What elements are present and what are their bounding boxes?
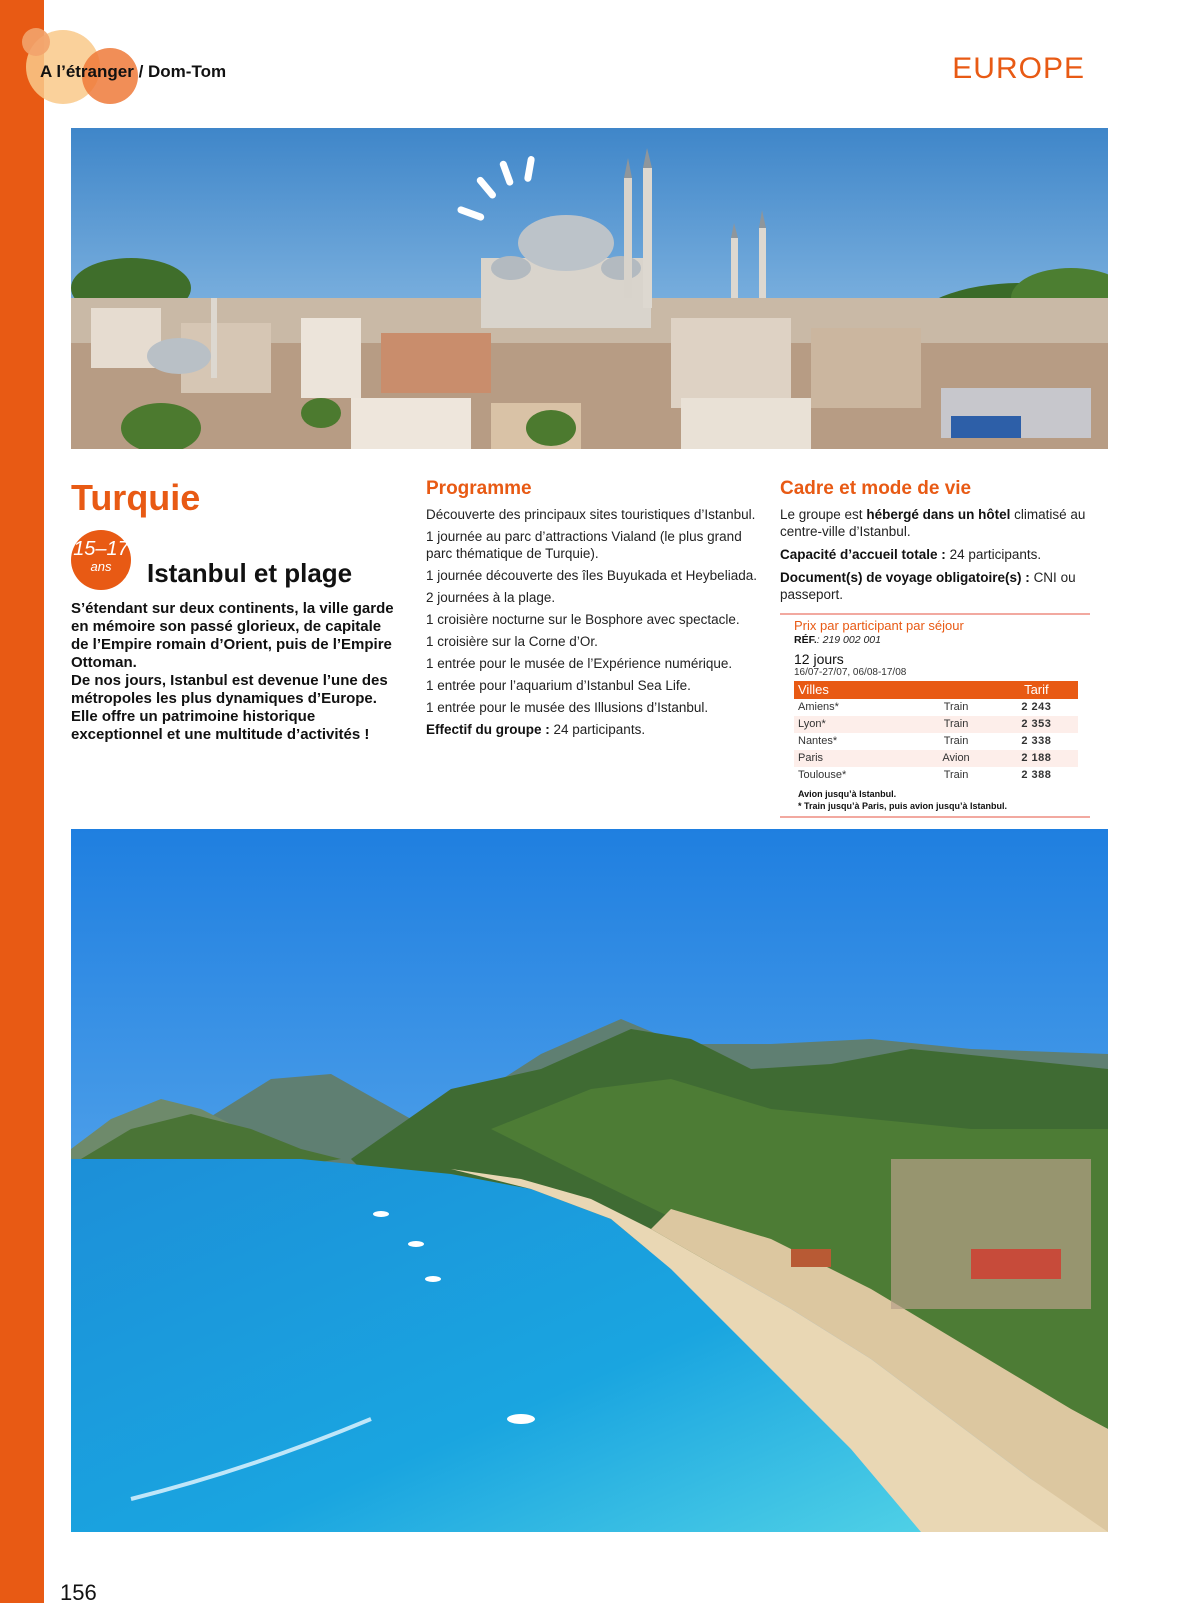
lodging-info [780, 506, 1110, 540]
programme-item: 2 journées à la plage. [426, 590, 556, 605]
price-title: Prix par participant par séjour [794, 618, 964, 633]
intro-paragraph-1: S’étendant sur deux continents, la ville garde en mémoire son passé glorieux, de capitale de l’Empire romain d’Orient, puis de l’Empire Ottoman. [71, 600, 394, 671]
row-mode: Train [943, 735, 969, 747]
age-badge [71, 530, 131, 590]
istanbul-skyline-photo [71, 128, 1108, 449]
price-table-header [794, 681, 1078, 699]
capacity-info [780, 546, 1110, 563]
stay-dates: 16/07-27/07, 06/08-17/08 [794, 667, 907, 678]
breadcrumb: A l’étranger / Dom-Tom [40, 62, 227, 81]
table-row [794, 716, 1078, 733]
row-city: Toulouse* [798, 769, 847, 781]
ref-value: : 219 002 001 [816, 634, 881, 646]
row-price: 2 338 [1021, 735, 1052, 747]
group-size-value: 24 participants. [553, 722, 646, 737]
page-number: 156 [60, 1580, 97, 1605]
programme-item: 1 entrée pour le musée de l’Expérience numérique. [426, 656, 733, 671]
programme-item: 1 entrée pour l’aquarium d’Istanbul Sea Life. [426, 678, 691, 693]
programme-list [426, 506, 766, 716]
beach-lagoon-photo [71, 829, 1108, 1532]
row-mode: Avion [942, 752, 970, 764]
intro-paragraph-2: De nos jours, Istanbul est devenue l’une des métropoles les plus dynamiques d’Europe. Elle offre un patrimoine historique exceptionnel et une multitude d’activités ! [71, 672, 388, 743]
capacity-label: Capacité d’accueil totale : [780, 547, 946, 562]
documents-label: Document(s) de voyage obligatoire(s) : [780, 570, 1030, 585]
group-size-label: Effectif du groupe : [426, 722, 550, 737]
col-price: Tarif [995, 681, 1078, 699]
documents-info [780, 569, 1110, 603]
price-box [780, 613, 1090, 818]
programme-item: 1 journée au parc d’attractions Vialand (le plus grand parc thématique de Turquie). [426, 529, 742, 561]
price-table [794, 681, 1078, 784]
row-price: 2 243 [1021, 701, 1052, 713]
row-price: 2 388 [1021, 769, 1052, 781]
table-row [794, 750, 1078, 767]
country-title: Turquie [71, 477, 201, 518]
programme-item: 1 croisière nocturne sur le Bosphore avec spectacle. [426, 612, 740, 627]
age-unit: ans [90, 559, 112, 574]
group-size [426, 721, 766, 738]
stay-duration: 12 jours [794, 651, 844, 667]
note-flight: Avion jusqu’à Istanbul. [798, 789, 897, 799]
destination-column [71, 478, 401, 744]
row-price: 2 188 [1021, 752, 1052, 764]
lodging-pre: Le groupe est [780, 507, 863, 522]
side-accent-bar [0, 0, 44, 1603]
price-notes [798, 788, 1078, 812]
table-row [794, 733, 1078, 750]
cadre-heading: Cadre et mode de vie [780, 478, 972, 499]
col-mode [917, 681, 994, 699]
programme-column [426, 478, 766, 738]
col-city: Villes [794, 681, 917, 699]
programme-item: 1 entrée pour le musée des Illusions d’Istanbul. [426, 700, 709, 715]
price-reference [794, 634, 1078, 647]
capacity-value: 24 participants. [949, 547, 1042, 562]
intro-text [71, 600, 401, 744]
age-title-row [71, 530, 401, 600]
programme-item: 1 journée découverte des îles Buyukada et Heybeliada. [426, 568, 757, 583]
programme-item: 1 croisière sur la Corne d’Or. [426, 634, 598, 649]
lodging-post: climatisé au centre-ville d’Istanbul. [780, 507, 1086, 539]
cadre-column [780, 478, 1110, 818]
row-city: Lyon* [798, 718, 826, 730]
programme-item: Découverte des principaux sites touristiques d’Istanbul. [426, 507, 756, 522]
table-row [794, 699, 1078, 716]
row-city: Paris [798, 752, 824, 764]
region-title: EUROPE [952, 52, 1085, 85]
lodging-bold: hébergé dans un hôtel [866, 507, 1011, 522]
documents-value: CNI ou passeport. [780, 570, 1076, 602]
ref-label: RÉF. [794, 634, 817, 646]
row-mode: Train [943, 769, 969, 781]
row-city: Nantes* [798, 735, 838, 747]
table-row [794, 767, 1078, 784]
age-range: 15–17 [73, 538, 129, 560]
note-train: * Train jusqu’à Paris, puis avion jusqu’à Istanbul. [798, 801, 1008, 811]
trip-title: Istanbul et plage [147, 558, 353, 588]
row-city: Amiens* [798, 701, 839, 713]
row-mode: Train [943, 718, 969, 730]
programme-heading: Programme [426, 478, 532, 499]
row-price: 2 353 [1021, 718, 1052, 730]
row-mode: Train [943, 701, 969, 713]
